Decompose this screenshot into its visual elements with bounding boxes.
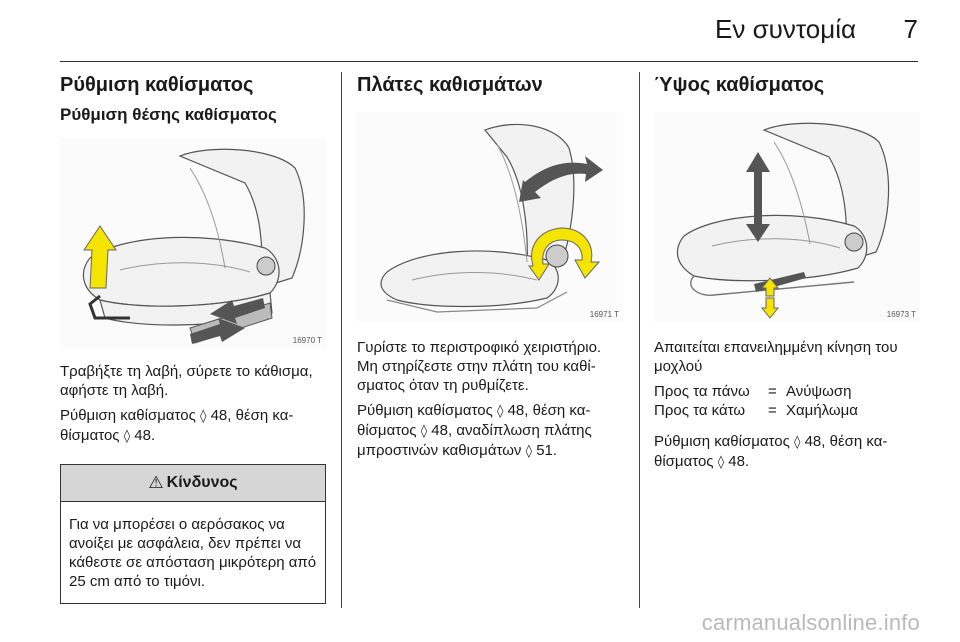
page-number: 7 (903, 14, 918, 44)
page-header-title: Εν συντομία (715, 14, 856, 44)
page-reference-icon: ◊ (717, 455, 725, 470)
column-divider-2 (639, 72, 640, 608)
page-reference-icon: ◊ (420, 424, 428, 439)
seat-position-instruction: Τραβήξτε τη λαβή, σύρετε το κάθισμα, αφήστε τη λαβή. (60, 363, 313, 399)
equals-sign: = (768, 402, 777, 419)
danger-header (61, 465, 325, 502)
backrest-references: Ρύθμιση καθίσματος ◊ 48, θέση κα-θίσματος ◊ 48, αναδίπλωση πλάτης μπροστινών καθισμάτων ◊ 51. (357, 402, 592, 459)
section-title-seat-height: Ύψος καθίσματος (654, 74, 825, 96)
column-divider-1 (341, 72, 342, 608)
figure-number: 16971 T (589, 310, 619, 319)
sub-title-seat-position: Ρύθμιση θέσης καθίσματος (60, 105, 277, 124)
result-raise: Ανύψωση (786, 383, 852, 400)
column-seat-backrest (357, 72, 623, 461)
seat-position-references: Ρύθμιση καθίσματος ◊ 48, θέση κα-θίσματος ◊ 48. (60, 407, 294, 444)
seat-height-direction-table (654, 382, 858, 420)
direction-up: Προς τα πάνω (654, 383, 750, 400)
header-rule (60, 61, 918, 62)
seat-backrest-illustration (357, 112, 623, 322)
direction-down: Προς τα κάτω (654, 402, 746, 419)
danger-box (60, 464, 326, 604)
seat-height-references: Ρύθμιση καθίσματος ◊ 48, θέση κα-θίσματος ◊ 48. (654, 433, 888, 470)
watermark: carmanualsonline.info (701, 610, 920, 635)
seat-height-instruction: Απαιτείται επανειλημμένη κίνηση του μοχλού (654, 339, 898, 375)
table-row (654, 382, 858, 401)
danger-title: Κίνδυνος (166, 474, 238, 491)
equals-sign: = (768, 383, 777, 400)
column-seat-position (60, 72, 326, 604)
page-reference-icon: ◊ (123, 429, 131, 444)
result-lower: Χαμήλωμα (786, 402, 858, 419)
figure-number: 16973 T (886, 310, 916, 319)
seat-height-illustration (654, 112, 920, 322)
table-row (654, 401, 858, 420)
backrest-instruction: Γυρίστε το περιστροφικό χειριστήριο. Μη στηρίζεστε στην πλάτη του καθί-σματος όταν τη ρυθμίζετε. (357, 339, 602, 394)
section-title-seat-backrests: Πλάτες καθισμάτων (357, 74, 543, 96)
warning-triangle-icon: ⚠ (148, 473, 164, 493)
figure-number: 16970 T (292, 336, 322, 345)
danger-text: Για να μπορέσει ο αερόσακος να ανοίξει με ασφάλεια, δεν πρέπει να κάθεστε σε απόσταση μικρότερη από 25 cm από το τιμόνι. (69, 516, 317, 590)
page-reference-icon: ◊ (525, 444, 533, 459)
seat-position-illustration (60, 138, 326, 348)
column-seat-height (654, 72, 920, 472)
page-reference-icon: ◊ (793, 435, 801, 450)
section-title-seat-adjustment: Ρύθμιση καθίσματος (60, 74, 254, 96)
page-reference-icon: ◊ (496, 404, 504, 419)
page-reference-icon: ◊ (199, 409, 207, 424)
